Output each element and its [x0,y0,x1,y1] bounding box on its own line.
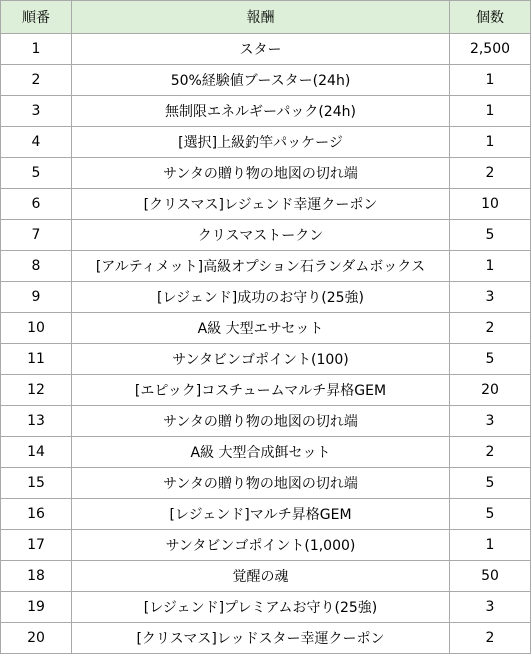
order-cell: 1 [1,34,72,65]
reward-cell: サンタの贈り物の地図の切れ端 [72,468,450,499]
reward-cell: サンタビンゴポイント(100) [72,344,450,375]
reward-cell: [クリスマス]レジェンド幸運クーポン [72,189,450,220]
reward-cell: A級 大型合成餌セット [72,437,450,468]
order-cell: 2 [1,65,72,96]
reward-cell: [レジェンド]マルチ昇格GEM [72,499,450,530]
table-row [1,158,531,189]
table-row [1,220,531,251]
reward-cell: サンタの贈り物の地図の切れ端 [72,406,450,437]
count-cell: 10 [450,189,531,220]
count-cell: 2 [450,158,531,189]
order-cell: 15 [1,468,72,499]
count-cell: 1 [450,251,531,282]
order-cell: 14 [1,437,72,468]
count-cell: 50 [450,561,531,592]
order-cell: 13 [1,406,72,437]
reward-cell: [選択]上級釣竿パッケージ [72,127,450,158]
count-cell: 3 [450,282,531,313]
reward-cell: [アルティメット]高級オプション石ランダムボックス [72,251,450,282]
header-reward: 報酬 [72,1,450,34]
table-row [1,592,531,623]
count-cell: 5 [450,468,531,499]
count-cell: 1 [450,530,531,561]
count-cell: 2 [450,313,531,344]
count-cell: 2 [450,437,531,468]
table-row [1,406,531,437]
reward-cell: スター [72,34,450,65]
table-row [1,34,531,65]
order-cell: 12 [1,375,72,406]
order-cell: 16 [1,499,72,530]
table-row [1,313,531,344]
table-row [1,96,531,127]
order-cell: 10 [1,313,72,344]
table-row [1,344,531,375]
table-row [1,189,531,220]
header-order: 順番 [1,1,72,34]
order-cell: 5 [1,158,72,189]
order-cell: 19 [1,592,72,623]
header-count: 個数 [450,1,531,34]
reward-cell: [クリスマス]レッドスター幸運クーポン [72,623,450,654]
table-row [1,375,531,406]
order-cell: 18 [1,561,72,592]
table-row [1,623,531,654]
count-cell: 3 [450,592,531,623]
order-cell: 6 [1,189,72,220]
reward-cell: サンタの贈り物の地図の切れ端 [72,158,450,189]
order-cell: 3 [1,96,72,127]
header-row [1,1,531,34]
count-cell: 5 [450,344,531,375]
count-cell: 20 [450,375,531,406]
count-cell: 1 [450,65,531,96]
table-row [1,499,531,530]
order-cell: 8 [1,251,72,282]
order-cell: 17 [1,530,72,561]
order-cell: 7 [1,220,72,251]
table-row [1,282,531,313]
reward-cell: 無制限エネルギーパック(24h) [72,96,450,127]
order-cell: 9 [1,282,72,313]
table-row [1,65,531,96]
table-row [1,437,531,468]
count-cell: 5 [450,499,531,530]
count-cell: 1 [450,127,531,158]
reward-cell: [エピック]コスチュームマルチ昇格GEM [72,375,450,406]
count-cell: 1 [450,96,531,127]
table-row [1,530,531,561]
count-cell: 2 [450,623,531,654]
table-row [1,127,531,158]
order-cell: 11 [1,344,72,375]
order-cell: 20 [1,623,72,654]
count-cell: 2,500 [450,34,531,65]
reward-table-body [1,34,531,654]
count-cell: 5 [450,220,531,251]
reward-cell: 50%経験値ブースター(24h) [72,65,450,96]
reward-cell: [レジェンド]プレミアムお守り(25強) [72,592,450,623]
table-row [1,468,531,499]
reward-cell: クリスマストークン [72,220,450,251]
reward-cell: A級 大型エサセット [72,313,450,344]
reward-cell: サンタビンゴポイント(1,000) [72,530,450,561]
reward-cell: 覚醒の魂 [72,561,450,592]
order-cell: 4 [1,127,72,158]
table-row [1,251,531,282]
count-cell: 3 [450,406,531,437]
reward-cell: [レジェンド]成功のお守り(25強) [72,282,450,313]
table-row [1,561,531,592]
